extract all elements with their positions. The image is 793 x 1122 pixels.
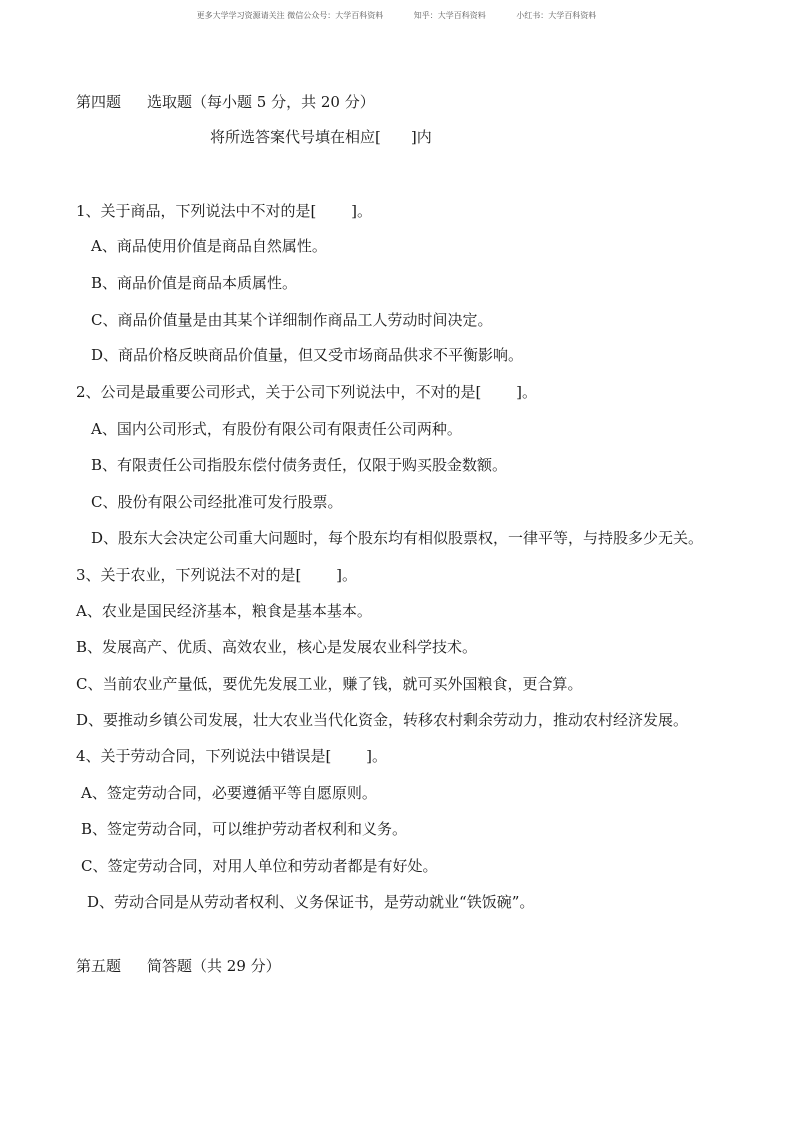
question-2-option-a: A、国内公司形式，有股份有限公司有限责任公司两种。 bbox=[91, 420, 462, 438]
question-4-option-d: D、劳动合同是从劳动者权利、义务保证书，是劳动就业“铁饭碗”。 bbox=[87, 893, 535, 911]
section-4-heading bbox=[76, 92, 375, 112]
question-3-stem: 3、关于农业，下列说法不对的是[ ]。 bbox=[76, 566, 358, 584]
page-header bbox=[0, 10, 793, 21]
question-1-option-b: B、商品价值是商品本质属性。 bbox=[91, 274, 298, 292]
question-3-option-b: B、发展高产、优质、高效农业，核心是发展农业科学技术。 bbox=[76, 638, 478, 656]
question-1-option-c: C、商品价值量是由其某个详细制作商品工人劳动时间决定。 bbox=[91, 311, 493, 329]
question-4-option-c: C、签定劳动合同，对用人单位和劳动者都是有好处。 bbox=[81, 857, 438, 875]
header-zhihu-note: 知乎：大学百科资料 bbox=[413, 11, 486, 20]
section-5-title: 简答题（共 29 分） bbox=[147, 957, 281, 975]
question-3-option-a: A、农业是国民经济基本，粮食是基本基本。 bbox=[76, 602, 372, 620]
section-4-title: 选取题（每小题 5 分，共 20 分） bbox=[147, 93, 375, 111]
section-4-number: 第四题 bbox=[76, 93, 122, 111]
question-2-stem: 2、公司是最重要公司形式，关于公司下列说法中，不对的是[ ]。 bbox=[76, 383, 538, 401]
section-5-number: 第五题 bbox=[76, 957, 122, 975]
question-1-stem: 1、关于商品，下列说法中不对的是[ ]。 bbox=[76, 202, 373, 220]
question-2-option-d: D、股东大会决定公司重大问题时，每个股东均有相似股票权，一律平等，与持股多少无关。 bbox=[91, 529, 704, 547]
question-4-option-b: B、签定劳动合同，可以维护劳动者权利和义务。 bbox=[81, 820, 408, 838]
question-2-option-c: C、股份有限公司经批准可发行股票。 bbox=[91, 493, 343, 511]
section-4-instruction: 将所选答案代号填在相应[ ]内 bbox=[210, 128, 432, 146]
header-wechat-note: 更多大学学习资源请关注 微信公众号：大学百科资料 bbox=[196, 11, 384, 20]
question-2-option-b: B、有限责任公司指股东偿付债务责任，仅限于购买股金数额。 bbox=[91, 456, 508, 474]
question-1-option-a: A、商品使用价值是商品自然属性。 bbox=[91, 237, 327, 255]
header-xiaohongshu-note: 小红书：大学百科资料 bbox=[516, 11, 597, 20]
question-1-option-d: D、商品价格反映商品价值量，但又受市场商品供求不平衡影响。 bbox=[91, 346, 524, 364]
question-3-option-d: D、要推动乡镇公司发展，壮大农业当代化资金，转移农村剩余劳动力，推动农村经济发展。 bbox=[76, 711, 689, 729]
question-4-stem: 4、关于劳动合同，下列说法中错误是[ ]。 bbox=[76, 747, 388, 765]
question-3-option-c: C、当前农业产量低，要优先发展工业，赚了钱，就可买外国粮食，更合算。 bbox=[76, 675, 583, 693]
question-4-option-a: A、签定劳动合同，必要遵循平等自愿原则。 bbox=[81, 784, 377, 802]
section-5-heading bbox=[76, 956, 281, 976]
